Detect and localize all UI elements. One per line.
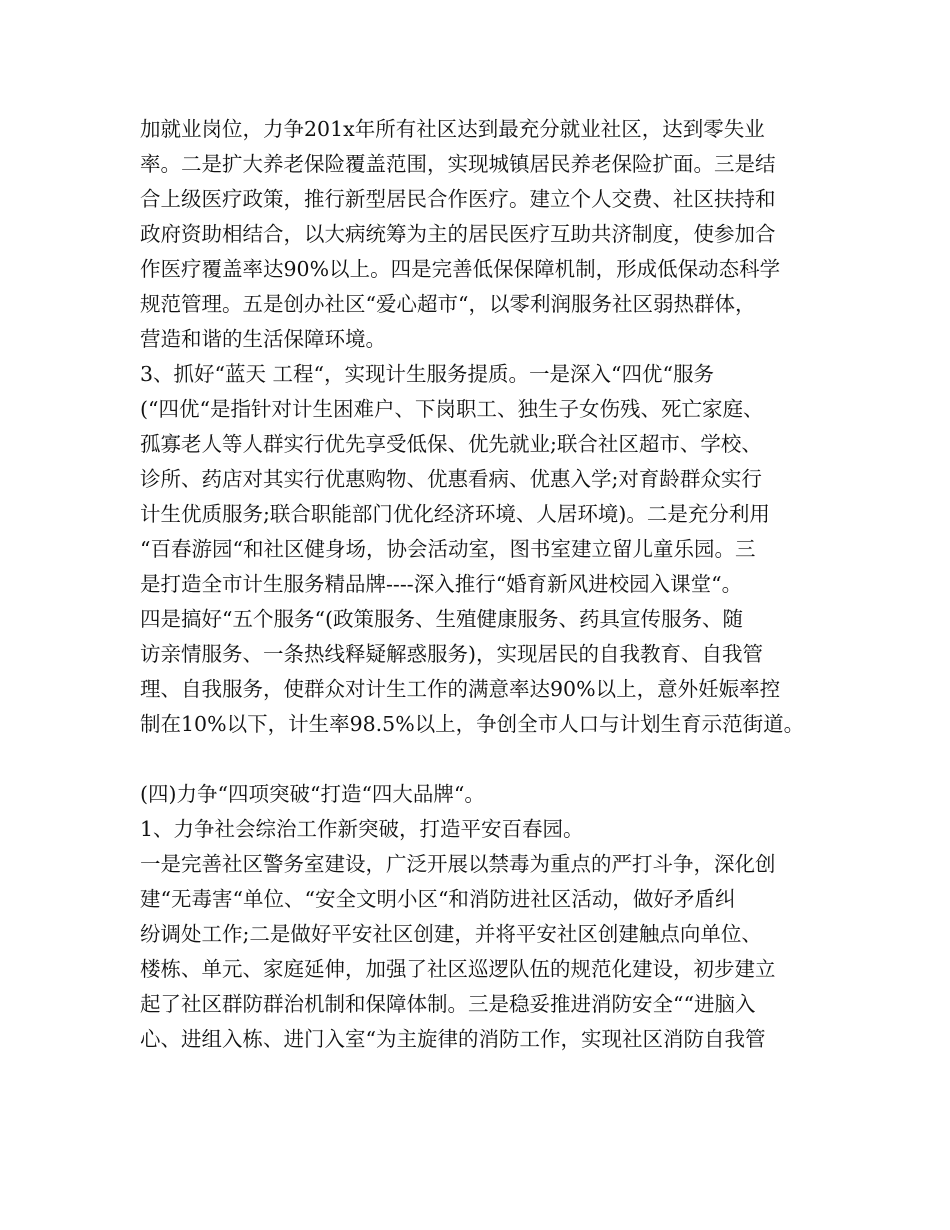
text-line: 营造和谐的生活保障环境。 [140,327,386,351]
text-line: 诊所、药店对其实行优惠购物、优惠看病、优惠入学;对育龄群众实行 [140,467,762,491]
text-line: 四是搞好“五个服务“(政策服务、生殖健康服务、药具宣传服务、随 [140,607,743,631]
text-line: 起了社区群防群治机制和保障体制。三是稳妥推进消防安全““进脑入 [140,992,756,1016]
text-line: 计生优质服务;联合职能部门优化经济环境、人居环境)。二是充分利用 [140,502,770,526]
text-line: 率。二是扩大养老保险覆盖范围，实现城镇居民养老保险扩面。三是结 [140,152,776,176]
body-text [140,112,840,1057]
text-line: 作医疗覆盖率达90%以上。四是完善低保保障机制，形成低保动态科学 [140,257,781,281]
text-line: “百春游园“和社区健身场，协会活动室，图书室建立留儿童乐园。三 [140,537,756,561]
text-line: 是打造全市计生服务精品牌----深入推行“婚育新风进校园入课堂“。 [140,572,743,596]
text-line: 制在10%以下，计生率98.5%以上，争创全市人口与计划生育示范街道。 [140,712,805,736]
text-line: 楼栋、单元、家庭延伸，加强了社区巡逻队伍的规范化建设，初步建立 [140,957,776,981]
text-line: 理、自我服务，使群众对计生工作的满意率达90%以上，意外妊娠率控 [140,677,781,701]
text-line: 孤寡老人等人群实行优先享受低保、优先就业;联合社区超市、学校、 [140,432,762,456]
text-line: (“四优“是指针对计生困难户、下岗职工、独生子女伤残、死亡家庭、 [140,397,764,421]
text-line: 纷调处工作;二是做好平安社区创建，并将平安社区创建触点向单位、 [140,922,762,946]
text-line: 规范管理。五是创办社区“爱心超市“，以零利润服务社区弱热群体， [140,292,756,316]
text-line: 政府资助相结合，以大病统筹为主的居民医疗互助共济制度，使参加合 [140,222,776,246]
text-line: 1、力争社会综治工作新突破，打造平安百春园。 [140,817,584,841]
text-line: 心、进组入栋、进门入室“为主旋律的消防工作，实现社区消防自我管 [140,1027,766,1051]
text-line: 3、抓好“蓝天 工程“，实现计生服务提质。一是深入“四优“服务 [140,362,714,386]
text-line: 访亲情服务、一条热线释疑解惑服务)，实现居民的自我教育、自我管 [140,642,763,666]
text-line: 建“无毒害“单位、“安全文明小区“和消防进社区活动，做好矛盾纠 [140,887,736,911]
text-line: 加就业岗位，力争201x年所有社区达到最充分就业社区，达到零失业 [140,117,765,141]
text-line: (四)力争“四项突破“打造“四大品牌“。 [140,782,485,806]
text-line: 合上级医疗政策，推行新型居民合作医疗。建立个人交费、社区扶持和 [140,187,776,211]
blank-line [140,742,840,777]
text-line: 一是完善社区警务室建设，广泛开展以禁毒为重点的严打斗争，深化创 [140,852,776,876]
